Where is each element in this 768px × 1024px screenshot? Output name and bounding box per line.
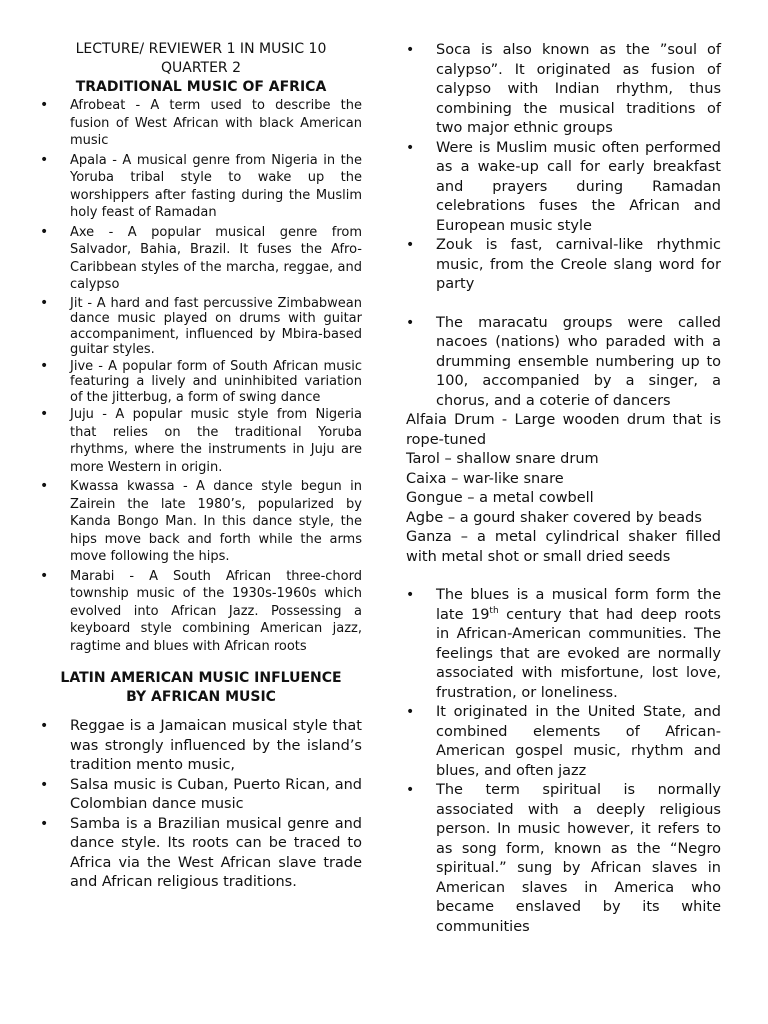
left-column bbox=[40, 40, 362, 893]
instrument-caixa: Caixa – war-like snare bbox=[406, 470, 564, 487]
list-item: • Reggae is a Jamaican musical style that was strongly influenced by the island’s tradition mento music, bbox=[40, 718, 362, 773]
section-heading-latin-2: BY AFRICAN MUSIC bbox=[126, 689, 276, 705]
section-heading-latin-1: LATIN AMERICAN MUSIC INFLUENCE bbox=[60, 670, 342, 686]
african-styles-list-compact bbox=[40, 296, 362, 406]
instrument-gongue: Gongue – a metal cowbell bbox=[406, 490, 594, 506]
right-list-2 bbox=[406, 314, 721, 412]
list-item: • Afrobeat - A term used to describe the fusion of West African with black American music bbox=[40, 97, 362, 148]
bullet-icon: • bbox=[40, 478, 49, 494]
bullet-icon: • bbox=[406, 42, 415, 58]
list-item: • It originated in the United State, and combined elements of African-American gospel music, rhythm and blues, and often jazz bbox=[406, 704, 721, 779]
african-styles-list-cont bbox=[40, 406, 362, 655]
bullet-icon: • bbox=[40, 776, 49, 793]
instrument-ganza: Ganza – a metal cylindrical shaker filled with metal shot or small dried seeds bbox=[406, 529, 721, 565]
document-title: LECTURE/ REVIEWER 1 IN MUSIC 10 bbox=[75, 41, 327, 57]
bullet-icon: • bbox=[406, 704, 415, 720]
bullet-icon: • bbox=[40, 357, 49, 374]
section-heading-african: TRADITIONAL MUSIC OF AFRICA bbox=[75, 79, 327, 95]
list-item: • The term spiritual is normally associated with a deeply religious person. In music however, it refers to as song form, known as the “Negro spiritual.” sung by African slaves in American slaves in America who became enslaved by its white communities bbox=[406, 782, 721, 935]
document-subtitle: QUARTER 2 bbox=[160, 60, 242, 76]
instrument-alfaia: Alfaia Drum - Large wooden drum that is rope-tuned bbox=[406, 412, 721, 448]
bullet-icon: • bbox=[40, 406, 49, 422]
list-item: • Were is Muslim music often performed as a wake-up call for early breakfast and prayers during Ramadan celebrations fuses the African and European music style bbox=[406, 139, 721, 234]
list-item: • Kwassa kwassa - A dance style begun in Zairein the late 1980’s, popularized by Kanda Bongo Man. In this dance style, the hips move back and forth while the arms move following the hips. bbox=[40, 478, 362, 564]
list-item: • Apala - A musical genre from Nigeria in the Yoruba tribal style to wake up the worshippers after fasting during the Muslim holy feast of Ramadan bbox=[40, 151, 362, 220]
list-item: • Marabi - A South African three-chord township music of the 1930s-1960s which evolved into African Jazz. Possessing a keyboard style combining American jazz, ragtime and blues with African roots bbox=[40, 567, 362, 654]
list-item-blues: • The blues is a musical form form the late 19th century that had deep roots in African-American communities. The feelings that are evoked are normally associated with misfortune, lost love, frustration, or loneliness. bbox=[406, 587, 721, 701]
list-item: • Samba is a Brazilian musical genre and dance style. Its roots can be traced to Africa via the West African slave trade and African religious traditions. bbox=[40, 815, 362, 890]
list-item: • Soca is also known as the ”soul of calypso”. It originated as fusion of calypso with Indian rhythm, thus combining the musical traditions of two major ethnic groups bbox=[406, 42, 721, 136]
bullet-icon: • bbox=[406, 587, 415, 603]
list-item: • Juju - A popular music style from Nigeria that relies on the traditional Yoruba rhythms, where the instruments in Juju are more Western in origin. bbox=[40, 406, 362, 475]
latin-styles-list bbox=[40, 717, 362, 893]
bullet-icon: • bbox=[40, 815, 49, 832]
right-list-3 bbox=[406, 586, 721, 937]
bullet-icon: • bbox=[40, 567, 49, 584]
list-item: • Salsa music is Cuban, Puerto Rican, and Colombian dance music bbox=[40, 776, 362, 812]
african-styles-list bbox=[40, 97, 362, 294]
instrument-agbe: Agbe – a gourd shaker covered by beads bbox=[406, 509, 702, 526]
bullet-icon: • bbox=[406, 782, 415, 798]
bullet-icon: • bbox=[40, 294, 49, 311]
bullet-icon: • bbox=[406, 139, 415, 156]
list-item: • Axe - A popular musical genre from Salvador, Bahia, Brazil. It fuses the Afro-Caribbean styles of the marcha, reggae, and calypso bbox=[40, 223, 362, 292]
list-item: • Jit - A hard and fast percussive Zimbabwean dance music played on drums with guitar accompaniment, influenced by Mbira-based guitar styles. bbox=[40, 294, 362, 357]
bullet-icon: • bbox=[40, 97, 49, 113]
instrument-tarol: Tarol – shallow snare drum bbox=[406, 451, 599, 467]
right-list-1 bbox=[406, 41, 721, 295]
bullet-icon: • bbox=[40, 151, 49, 168]
list-item: • Jive - A popular form of South African music featuring a lively and uninhibited variation of the jitterbug, a form of swing dance bbox=[40, 357, 362, 405]
list-item: • The maracatu groups were called nacoes (nations) who paraded with a drumming ensemble numbering up to 100, accompanied by a singer, a chorus, and a coterie of dancers bbox=[406, 314, 721, 409]
bullet-icon: • bbox=[40, 718, 49, 734]
right-column bbox=[406, 41, 721, 937]
bullet-icon: • bbox=[40, 223, 49, 240]
list-item: • Zouk is fast, carnival-like rhythmic music, from the Creole slang word for party bbox=[406, 237, 721, 292]
bullet-icon: • bbox=[406, 237, 415, 253]
bullet-icon: • bbox=[406, 314, 415, 331]
